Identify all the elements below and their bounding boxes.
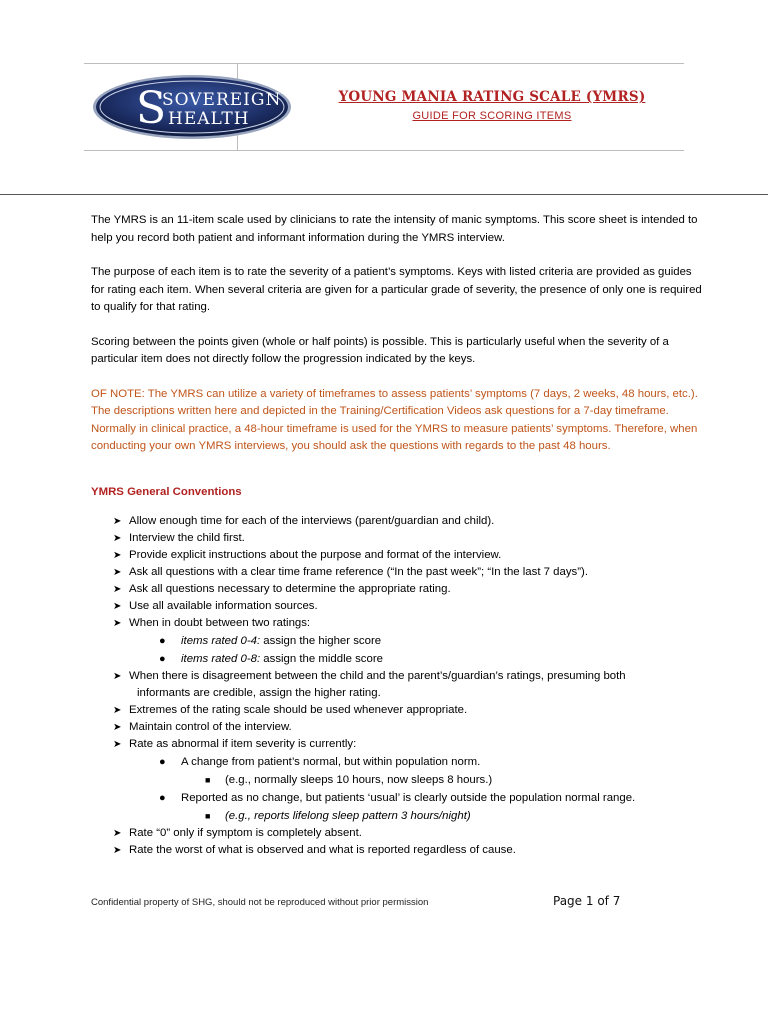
arrow-bullet-icon: ➤ <box>113 845 122 856</box>
logo-text-sovereign: SOVEREIGN <box>162 90 282 110</box>
arrow-bullet-icon: ➤ <box>113 739 122 750</box>
round-bullet-icon: ● <box>159 653 166 665</box>
svg-text:S: S <box>136 83 167 134</box>
list-item: ■ (e.g., normally sleeps 10 hours, now sleeps 8 hours.) <box>181 771 703 789</box>
purpose-paragraph: The purpose of each item is to rate the severity of a patient’s symptoms. Keys with listed criteria are provided as guides for rating each item. When several criteria are given for a particular grade of severity, the presence of only one is required to qualify for that rating. <box>91 266 702 313</box>
square-bullet-icon: ■ <box>205 775 211 785</box>
note-paragraph: OF NOTE: The YMRS can utilize a variety of timeframes to assess patients’ symptoms (7 days, 2 weeks, 48 hours, etc.). The descriptions written here and depicted in the Training/Certification Videos ask questions for a 7-day timeframe. Normally in clinical practice, a 48-hour timeframe is used for the YMRS to measure patients’ symptoms. Therefore, when conducting your own YMRS interviews, you should ask the questions with regards to the past 48 hours. <box>91 387 698 452</box>
list-item: ➤ Rate the worst of what is observed and what is reported regardless of cause. <box>91 842 703 859</box>
document-title: YOUNG MANIA RATING SCALE (YMRS) <box>338 89 646 105</box>
logo-text-health: HEALTH <box>168 109 250 129</box>
scoring-paragraph: Scoring between the points given (whole or half points) is possible. This is particularly useful when the severity of a particular item does not directly follow the progression indicated by the keys. <box>91 335 669 365</box>
list-item: ➤ Extremes of the rating scale should be used whenever appropriate. <box>91 702 703 719</box>
example-sublist <box>181 807 703 825</box>
document-subtitle: GUIDE FOR SCORING ITEMS <box>412 110 572 122</box>
list-item: ● items rated 0-4: assign the higher score <box>129 632 703 650</box>
list-item: ➤ Interview the child first. <box>91 530 703 547</box>
list-item: ➤ When there is disagreement between the child and the parent’s/guardian’s ratings, presuming both informants are credible, assign the higher rating. <box>113 670 626 699</box>
list-item: ➤ Provide explicit instructions about the purpose and format of the interview. <box>91 547 703 564</box>
list-item: ● A change from patient’s normal, but within population norm. ■ (e.g., normally sleeps 10 hours, now sleeps 8 hours.) <box>129 753 703 789</box>
list-item: ■ (e.g., reports lifelong sleep pattern 3 hours/night) <box>181 807 703 825</box>
abnormal-sublist <box>129 753 703 825</box>
sovereign-health-logo <box>92 74 292 140</box>
round-bullet-icon: ● <box>159 635 166 647</box>
list-item: ➤ Use all available information sources. <box>91 598 703 615</box>
arrow-bullet-icon: ➤ <box>113 601 122 612</box>
arrow-bullet-icon: ➤ <box>113 533 122 544</box>
document-body <box>91 212 703 859</box>
intro-paragraph: The YMRS is an 11-item scale used by clinicians to rate the intensity of manic symptoms. This score sheet is intended to help you record both patient and informant information during the YMRS interview. <box>91 214 698 244</box>
arrow-bullet-icon: ➤ <box>113 567 122 578</box>
page-number: Page 1 of 7 <box>553 894 621 908</box>
arrow-bullet-icon: ➤ <box>113 828 122 839</box>
list-item: ➤ When in doubt between two ratings: ● items rated 0-4: assign the higher score ● items rated 0-8: assign the middle score <box>91 615 703 668</box>
list-item: ● items rated 0-8: assign the middle score <box>129 650 703 668</box>
round-bullet-icon: ● <box>159 792 166 804</box>
list-item: ● Reported as no change, but patients ‘usual’ is clearly outside the population normal range. ■ (e.g., reports lifelong sleep pattern 3 hours/night) <box>129 789 703 825</box>
arrow-bullet-icon: ➤ <box>113 550 122 561</box>
arrow-bullet-icon: ➤ <box>113 705 122 716</box>
arrow-bullet-icon: ➤ <box>113 618 122 629</box>
arrow-bullet-icon: ➤ <box>113 584 122 595</box>
arrow-bullet-icon: ➤ <box>113 516 122 527</box>
conventions-heading: YMRS General Conventions <box>91 485 242 498</box>
confidential-notice: Confidential property of SHG, should not be reproduced without prior permission <box>91 897 429 908</box>
list-item: ➤ Maintain control of the interview. <box>91 719 703 736</box>
doubt-sublist <box>129 632 703 668</box>
square-bullet-icon: ■ <box>205 811 211 821</box>
list-item: ➤ Rate “0” only if symptom is completely absent. <box>91 825 703 842</box>
round-bullet-icon: ● <box>159 756 166 768</box>
header-rule <box>0 194 768 195</box>
list-item: ➤ Rate as abnormal if item severity is currently: ● A change from patient’s normal, but within population norm. ■ (e.g., normally sleeps 10 hours, now sleeps 8 hours.) ● Reported as no change, but patients ‘usual’ is clearly outside the population normal range. ■ (e.g., reports lifelong sleep pattern 3 hours/night) <box>91 736 703 825</box>
arrow-bullet-icon: ➤ <box>113 671 122 682</box>
arrow-bullet-icon: ➤ <box>113 722 122 733</box>
list-item: ➤ Allow enough time for each of the interviews (parent/guardian and child). <box>91 513 703 530</box>
list-item: ➤ Ask all questions necessary to determine the appropriate rating. <box>91 581 703 598</box>
conventions-list <box>91 513 703 859</box>
example-sublist <box>181 771 703 789</box>
list-item: ➤ Ask all questions with a clear time frame reference (“In the past week”; “In the last 7 days”). <box>91 564 703 581</box>
